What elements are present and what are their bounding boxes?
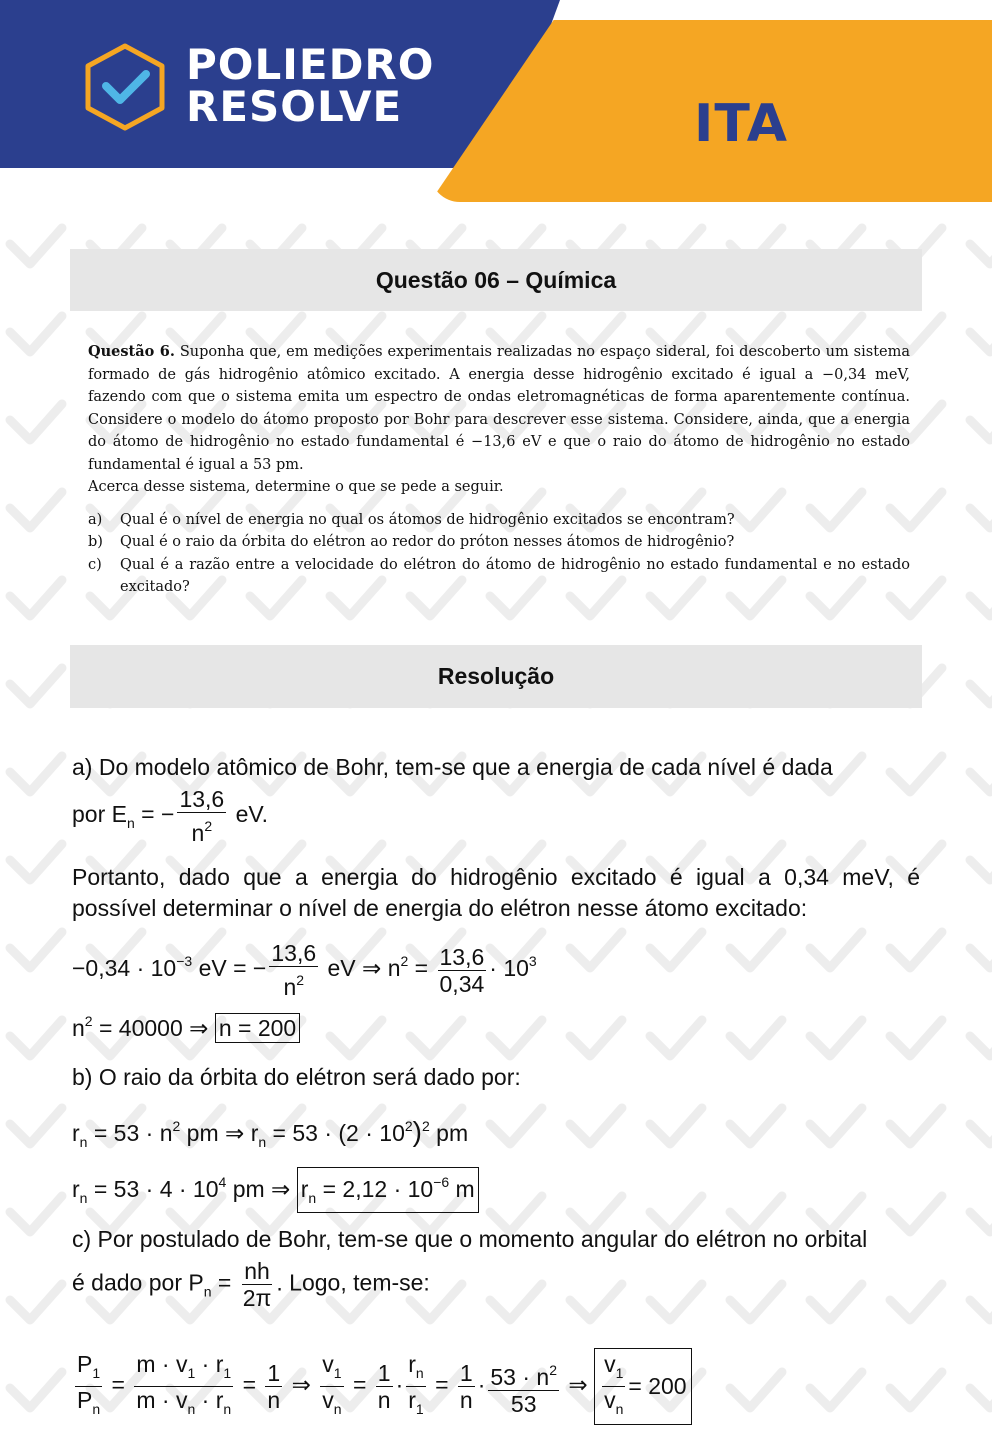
fraction: $\frac{13,6}{0,34}$ [439,943,485,997]
brand-line-2: RESOLVE [186,82,403,131]
fraction: $\frac{1}{n}$ [267,1360,281,1413]
item-label: b) [88,534,103,550]
fraction: $\frac{13,6}{n^2}$ [179,786,225,846]
item-text: Qual é a razão entre a velocidade do elétron do átomo de hidrogênio no estado fundamental e no estado excitado? [120,556,910,595]
fraction: $\frac{m \cdot v_1 \cdot r_1}{m \cdot v_n \cdot r_n}$ [136,1351,232,1417]
item-label: a) [88,511,103,528]
fraction: $\frac{1}{n}$ [377,1360,391,1413]
question-label: Questão 6. [88,343,175,360]
solution-b-intro: b) O raio da órbita do elétron será dado por: [72,1064,521,1090]
fraction: $\frac{nh}{2\pi}$ [242,1258,272,1311]
solution-a-intro: a) Do modelo atômico de Bohr, tem-se que a energia de cada nível é dada [72,754,833,780]
solution-c-equation: $\frac{P_1}{P_n}$ = $\frac{m \cdot v_1 \cdot r_1}{m \cdot v_n \cdot r_n}$ = $\frac{1}{n}$ ⇒ $\frac{v_1}{v_n}$ = $\frac{1}{n}$ · $\frac{r_n}{r_1}$ = $\frac{1}{n}$ · $\frac{53 \cdot n^2}{53}$ ⇒ $\frac{v_1}{v_n}$ = 200 [72,1348,692,1425]
fraction: $\frac{1}{n}$ [459,1360,473,1413]
solution-a-paragraph: Portanto, dado que a energia do hidrogênio excitado é igual a 0,34 meV, é possível determinar o nível de energia do elétron nesse átomo excitado: [72,864,920,921]
solution-b-equation-2: $r_n = 53 \cdot 4 \cdot 10^4$ pm ⇒ $r_n = 2,12 \cdot 10^{-6}$ m [72,1167,479,1213]
solution-b-equation-1: $r_n = 53 \cdot n^2$ pm ⇒ $r_n = 53 \cdot (2 \cdot 10^2)^2$ pm [72,1116,469,1150]
exam-name: ITA [694,94,789,154]
fraction: $\frac{53 \cdot n^2}{53}$ [488,1357,559,1417]
fraction: $\frac{r_n}{r_1}$ [408,1351,424,1417]
question-title-bar: Questão 06 – Química [70,249,922,311]
solution-a-formula: por $E_n$ = − $\frac{13,6}{n^2}$ eV. [72,786,269,846]
question-text [88,341,910,599]
solution-c-intro: c) Por postulado de Bohr, tem-se que o momento angular do elétron no orbital [72,1226,868,1252]
brand-line-1: POLIEDRO [186,40,435,89]
brand-logo-text [186,40,435,131]
question-body: Suponha que, em medições experimentais realizadas no espaço sideral, foi descoberto um sistema formado de gás hidrogênio atômico excitado. A energia desse hidrogênio excitado é igual a −0,34 meV, fazendo com que o sistema emita um espectro de ondas eletromagnéticas de forma aparentemente contínua. Considere o modelo do átomo proposto por Bohr para descrever esse sistema. Considere, ainda, que a energia do átomo de hidrogênio no estado fundamental é −13,6 eV e que o raio do átomo de hidrogênio no estado fundamental é igual a 53 pm. [88,344,911,473]
answer-box: $\frac{v_1}{v_n}$ = 200 [594,1348,692,1425]
fraction: $\frac{v_1}{v_n}$ [322,1351,342,1417]
solution-c-formula: é dado por $P_n$ = $\frac{nh}{2\pi}$ . Logo, tem-se: [72,1258,430,1311]
question-item [88,531,910,554]
solution-a-equation-2: $n^2 = 40000$ ⇒ n = 200 [72,1013,300,1043]
answer-box: n = 200 [215,1013,300,1043]
question-items [88,509,910,599]
item-text: Qual é o nível de energia no qual os átomos de hidrogênio excitados se encontram? [120,511,735,528]
question-item [88,554,910,599]
fraction: $\frac{P_1}{P_n}$ [77,1351,101,1417]
checkmark-logo-icon [82,42,168,132]
fraction: $\frac{v_1}{v_n}$ [604,1351,624,1417]
question-statement [88,341,910,476]
item-label: c) [88,556,102,573]
resolution-title-bar: Resolução [70,645,922,708]
question-prompt: Acerca desse sistema, determine o que se pede a seguir. [88,479,504,495]
question-item [88,509,910,532]
answer-box: $r_n = 2,12 \cdot 10^{-6}$ m [297,1167,479,1213]
solution-a-equation-1: $-0,34 \cdot 10^{-3}$ eV = − $\frac{13,6}{n^2}$ eV ⇒ $n^2$ = $\frac{13,6}{0,34}$ · $10^3$ [72,940,537,1000]
item-text: Qual é o raio da órbita do elétron ao redor do próton nesses átomos de hidrogênio? [120,534,735,550]
fraction: $\frac{13,6}{n^2}$ [271,940,317,1000]
